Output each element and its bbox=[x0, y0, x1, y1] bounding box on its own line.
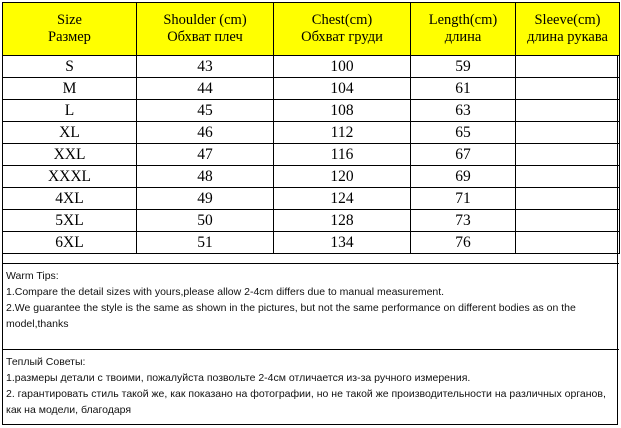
table-cell: 69 bbox=[411, 166, 516, 188]
table-cell: XL bbox=[3, 122, 137, 144]
table-row bbox=[3, 188, 620, 210]
table-row bbox=[3, 210, 620, 232]
header-size: Size Размер bbox=[3, 3, 137, 56]
header-sleeve: Sleeve(cm) длина рукава bbox=[516, 3, 620, 56]
table-cell: 51 bbox=[137, 232, 274, 254]
table-cell: 67 bbox=[411, 144, 516, 166]
table-cell: 108 bbox=[274, 100, 411, 122]
table-cell: 44 bbox=[137, 78, 274, 100]
table-cell bbox=[516, 210, 620, 232]
table-row bbox=[3, 232, 620, 254]
warm-tips-title: Warm Tips: bbox=[6, 270, 59, 282]
table-header-row bbox=[3, 3, 620, 56]
table-cell: XXXL bbox=[3, 166, 137, 188]
header-chest: Chest(cm) Обхват груди bbox=[274, 3, 411, 56]
table-cell: 112 bbox=[274, 122, 411, 144]
table-cell: 49 bbox=[137, 188, 274, 210]
table-row bbox=[3, 56, 620, 78]
table-cell: 124 bbox=[274, 188, 411, 210]
table-cell: M bbox=[3, 78, 137, 100]
table-cell: 73 bbox=[411, 210, 516, 232]
table-cell bbox=[516, 100, 620, 122]
header-shoulder: Shoulder (cm) Обхват плеч bbox=[137, 3, 274, 56]
table-cell bbox=[516, 166, 620, 188]
table-cell: 5XL bbox=[3, 210, 137, 232]
table-cell: 6XL bbox=[3, 232, 137, 254]
table-cell: 43 bbox=[137, 56, 274, 78]
table-cell: S bbox=[3, 56, 137, 78]
table-cell bbox=[516, 188, 620, 210]
table-row bbox=[3, 166, 620, 188]
table-cell: 134 bbox=[274, 232, 411, 254]
table-cell: L bbox=[3, 100, 137, 122]
table-cell: 59 bbox=[411, 56, 516, 78]
table-row bbox=[3, 122, 620, 144]
table-cell bbox=[516, 144, 620, 166]
table-cell: 46 bbox=[137, 122, 274, 144]
warm-tip-2-ru: 2. гарантировать стиль такой же, как показано на фотографии, но не такой же производительности на различных органов, как на модели, благодаря bbox=[6, 388, 606, 416]
warm-tip-1-ru: 1.размеры детали с твоими, пожалуйста позвольте 2-4см отличается из-за ручного измерения. bbox=[6, 372, 471, 384]
table-cell: 71 bbox=[411, 188, 516, 210]
table-cell: 50 bbox=[137, 210, 274, 232]
table-cell: XXL bbox=[3, 144, 137, 166]
table-cell bbox=[516, 232, 620, 254]
table-cell bbox=[516, 122, 620, 144]
table-cell: 61 bbox=[411, 78, 516, 100]
table-cell: 45 bbox=[137, 100, 274, 122]
table-cell: 120 bbox=[274, 166, 411, 188]
header-length: Length(cm) длина bbox=[411, 3, 516, 56]
table-cell: 48 bbox=[137, 166, 274, 188]
table-cell: 104 bbox=[274, 78, 411, 100]
table-cell bbox=[516, 78, 620, 100]
table-cell: 63 bbox=[411, 100, 516, 122]
table-row bbox=[3, 78, 620, 100]
table-cell bbox=[516, 56, 620, 78]
warm-tips-russian bbox=[2, 349, 619, 427]
table-cell: 4XL bbox=[3, 188, 137, 210]
table-cell: 47 bbox=[137, 144, 274, 166]
warm-tips-title-ru: Теплый Советы: bbox=[6, 356, 86, 368]
table-cell: 76 bbox=[411, 232, 516, 254]
table-row bbox=[3, 100, 620, 122]
warm-tip-1: 1.Compare the detail sizes with yours,please allow 2-4cm differs due to manual measurement. bbox=[6, 286, 445, 298]
table-row bbox=[3, 144, 620, 166]
table-cell: 128 bbox=[274, 210, 411, 232]
warm-tip-2: 2.We guarantee the style is the same as shown in the pictures, but not the same performance on different bodies as on the model,thanks bbox=[6, 302, 576, 330]
warm-tips-english bbox=[2, 263, 619, 350]
size-chart bbox=[2, 2, 618, 425]
table-cell: 116 bbox=[274, 144, 411, 166]
table-cell: 65 bbox=[411, 122, 516, 144]
table-cell: 100 bbox=[274, 56, 411, 78]
size-table bbox=[2, 2, 620, 254]
